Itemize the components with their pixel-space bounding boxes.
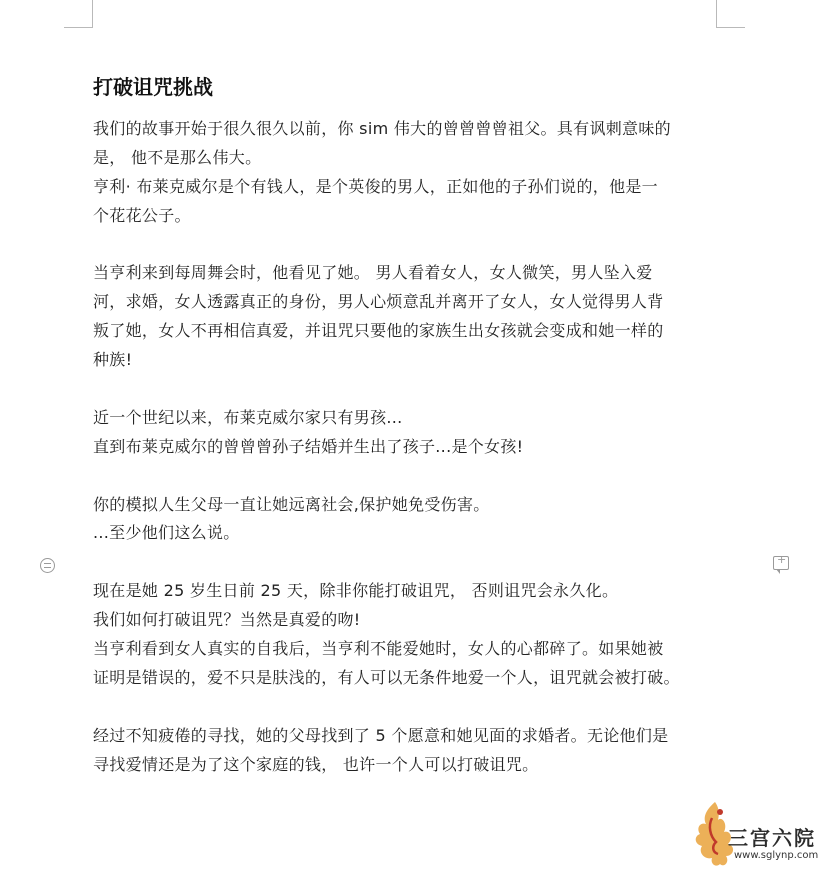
blank-line[interactable] [93,231,733,260]
text-line[interactable]: 当亨利来到每周舞会时，他看见了她。 男人看着女人，女人微笑，男人坠入爱 [93,263,653,283]
document-paragraphs[interactable] [93,115,733,779]
crop-mark-top-left [64,0,93,28]
comment-list-icon[interactable] [40,558,55,573]
document-title[interactable]: 打破诅咒挑战 [93,75,213,99]
text-line[interactable]: 你的模拟人生父母一直让她远离社会,保护她免受伤害。 [93,494,490,514]
document-body[interactable] [93,72,733,779]
text-line[interactable]: 种族! [93,350,133,370]
text-line[interactable]: 现在是她 25 岁生日前 25 天，除非你能打破诅咒， 否则诅咒会永久化。 [93,581,619,601]
text-line[interactable]: 河，求婚，女人透露真正的身份，男人心烦意乱并离开了女人，女人觉得男人背 [93,292,664,312]
blank-line[interactable] [93,548,733,577]
blank-line[interactable] [93,375,733,404]
blank-line[interactable] [93,462,733,491]
watermark-text: 三宫六院 [728,826,816,850]
text-line[interactable]: 叛了她，女人不再相信真爱，并诅咒只要他的家族生出女孩就会变成和她一样的 [93,321,664,341]
text-line[interactable]: 个花花公子。 [93,205,191,225]
text-line[interactable]: 亨利· 布莱克威尔是个有钱人，是个英俊的男人，正如他的子孙们说的，他是一 [93,176,658,196]
watermark [690,798,819,870]
add-comment-icon[interactable] [773,556,789,570]
text-line[interactable]: 我们的故事开始于很久很久以前，你 sim 伟大的曾曾曾曾祖父。具有讽刺意味的 [93,119,671,138]
text-line[interactable]: 是， 他不是那么伟大。 [93,147,262,167]
text-line[interactable]: 寻找爱情还是为了这个家庭的钱， 也许一个人可以打破诅咒。 [93,754,539,774]
text-line[interactable]: ...至少他们这么说。 [93,523,240,543]
text-line[interactable]: 当亨利看到女人真实的自我后，当亨利不能爱她时，女人的心都碎了。如果她被 [93,639,664,659]
watermark-url: www.sglynp.com [734,850,819,861]
crop-mark-top-right [716,0,745,28]
text-line[interactable]: 经过不知疲倦的寻找，她的父母找到了 5 个愿意和她见面的求婚者。无论他们是 [93,725,669,745]
text-line[interactable]: 证明是错误的，爱不只是肤浅的，有人可以无条件地爱一个人，诅咒就会被打破。 [93,667,680,687]
text-line[interactable]: 我们如何打破诅咒？当然是真爱的吻! [93,610,361,630]
text-line[interactable]: 直到布莱克威尔的曾曾曾孙子结婚并生出了孩子...是个女孩! [93,436,524,456]
text-line[interactable]: 近一个世纪以来，布莱克威尔家只有男孩... [93,407,403,427]
blank-line[interactable] [93,693,733,722]
